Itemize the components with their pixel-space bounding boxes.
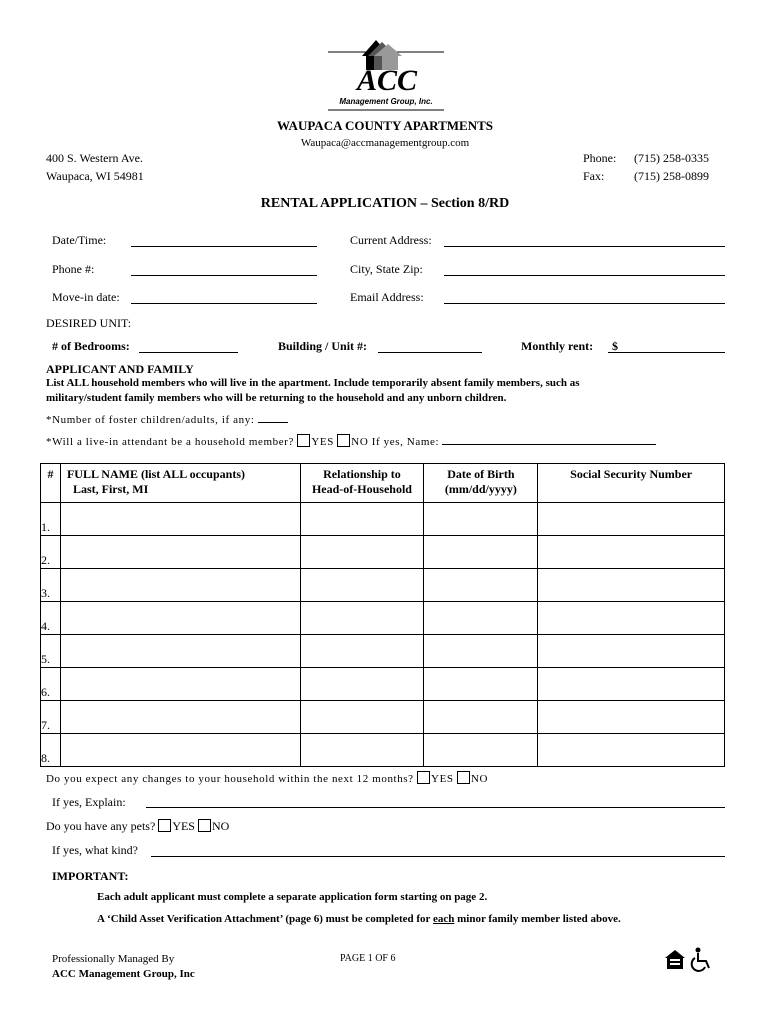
dob-cell[interactable]	[424, 668, 538, 701]
row-number: 2.	[41, 536, 61, 569]
pets-kind-field[interactable]	[151, 856, 725, 857]
relationship-cell[interactable]	[300, 668, 424, 701]
table-header-row	[41, 464, 725, 503]
company-email: Waupaca@accmanagementgroup.com	[300, 137, 470, 149]
dob-cell[interactable]	[424, 701, 538, 734]
attendant-yes-checkbox[interactable]	[297, 434, 310, 447]
footer-company: ACC Management Group, Inc	[52, 968, 195, 980]
table-row	[41, 701, 725, 734]
col-dob-header-line-2: (mm/dd/yyyy)	[444, 482, 517, 496]
email-address-label: Email Address:	[350, 290, 424, 304]
pets-yes-label: YES	[172, 819, 195, 833]
attendant-name-field[interactable]	[442, 434, 656, 445]
attendant-no-label: NO	[351, 436, 369, 448]
col-relationship-header	[300, 464, 424, 503]
company-logo	[326, 38, 446, 112]
ssn-cell[interactable]	[538, 536, 725, 569]
name-cell[interactable]	[60, 668, 300, 701]
pets-label: Do you have any pets?	[46, 819, 156, 833]
building-unit-field[interactable]	[378, 352, 482, 353]
attendant-no-checkbox[interactable]	[337, 434, 350, 447]
important-line-2-pre: A ‘Child Asset Verification Attachment’ (page 6) must be completed for	[97, 913, 433, 925]
attendant-yes-label: YES	[311, 436, 334, 448]
pets-no-checkbox[interactable]	[198, 819, 211, 832]
row-number: 4.	[41, 602, 61, 635]
accessibility-icon	[690, 947, 714, 977]
explain-field[interactable]	[146, 807, 725, 808]
date-time-field[interactable]	[131, 246, 317, 247]
ssn-cell[interactable]	[538, 635, 725, 668]
household-changes-question	[46, 771, 488, 785]
ssn-cell[interactable]	[538, 734, 725, 767]
name-cell[interactable]	[60, 602, 300, 635]
building-unit-label: Building / Unit #:	[278, 339, 368, 353]
changes-yes-label: YES	[431, 773, 454, 785]
applicant-instructions-1: List ALL household members who will live in the apartment. Include temporarily absent family members, such as	[46, 377, 580, 389]
foster-question	[46, 412, 288, 426]
important-heading: IMPORTANT:	[52, 869, 129, 883]
ssn-cell[interactable]	[538, 668, 725, 701]
equal-housing-icon	[664, 949, 686, 975]
relationship-cell[interactable]	[300, 536, 424, 569]
name-cell[interactable]	[60, 635, 300, 668]
dob-cell[interactable]	[424, 602, 538, 635]
name-cell[interactable]	[60, 503, 300, 536]
desired-unit-heading: DESIRED UNIT:	[46, 316, 132, 330]
currency-symbol: $	[612, 339, 618, 353]
important-line-2	[97, 913, 621, 925]
logo-tagline: Management Group, Inc.	[339, 97, 433, 106]
fax-label: Fax:	[583, 169, 605, 183]
address-line-1: 400 S. Western Ave.	[46, 151, 143, 165]
city-state-zip-field[interactable]	[444, 275, 725, 276]
relationship-cell[interactable]	[300, 569, 424, 602]
changes-no-label: NO	[470, 773, 489, 785]
table-row	[41, 668, 725, 701]
bedrooms-field[interactable]	[139, 352, 238, 353]
dob-cell[interactable]	[424, 734, 538, 767]
footer-managed-by: Professionally Managed By	[52, 953, 175, 965]
important-line-2-emphasis: each	[432, 913, 455, 925]
important-line-1: Each adult applicant must complete a separate application form starting on page 2.	[97, 891, 488, 903]
page-number: PAGE 1 OF 6	[340, 953, 396, 964]
logo-letters: ACC	[356, 64, 418, 97]
table-row	[41, 602, 725, 635]
date-time-label: Date/Time:	[52, 233, 107, 247]
household-members-table	[40, 463, 725, 767]
monthly-rent-label: Monthly rent:	[521, 339, 594, 353]
pets-no-label: NO	[211, 819, 230, 833]
table-row	[41, 635, 725, 668]
current-address-field[interactable]	[444, 246, 725, 247]
changes-yes-checkbox[interactable]	[417, 771, 430, 784]
phone-number-field[interactable]	[131, 275, 317, 276]
attendant-question	[46, 434, 656, 448]
relationship-cell[interactable]	[300, 602, 424, 635]
phone-number-label: Phone #:	[52, 262, 95, 276]
row-number: 1.	[41, 503, 61, 536]
monthly-rent-field[interactable]	[608, 352, 725, 353]
bedrooms-label: # of Bedrooms:	[52, 339, 130, 353]
name-cell[interactable]	[60, 734, 300, 767]
dob-cell[interactable]	[424, 569, 538, 602]
relationship-cell[interactable]	[300, 734, 424, 767]
move-in-date-label: Move-in date:	[52, 290, 120, 304]
relationship-cell[interactable]	[300, 503, 424, 536]
important-line-2-post: minor family member listed above.	[454, 913, 621, 925]
email-address-field[interactable]	[444, 303, 725, 304]
city-state-zip-label: City, State Zip:	[350, 262, 423, 276]
ssn-cell[interactable]	[538, 602, 725, 635]
phone-value: (715) 258-0335	[634, 151, 709, 165]
ssn-cell[interactable]	[538, 701, 725, 734]
table-row	[41, 734, 725, 767]
foster-field[interactable]	[258, 412, 288, 423]
company-title: WAUPACA COUNTY APARTMENTS	[277, 118, 493, 133]
col-name-header	[60, 464, 300, 503]
col-number-header: #	[41, 464, 61, 503]
row-number: 3.	[41, 569, 61, 602]
col-relationship-header-line-2: Head-of-Household	[311, 482, 412, 496]
name-cell[interactable]	[60, 536, 300, 569]
pets-kind-label: If yes, what kind?	[52, 843, 138, 857]
address-line-2: Waupaca, WI 54981	[46, 169, 144, 183]
col-dob-header	[424, 464, 538, 503]
attendant-label: *Will a live-in attendant be a household member?	[46, 436, 294, 448]
move-in-date-field[interactable]	[131, 303, 317, 304]
col-name-header-line-1: FULL NAME (list ALL occupants)	[66, 467, 245, 481]
applicant-instructions-2: military/student family members who will be returning to the household and any unborn children.	[46, 392, 507, 404]
fax-value: (715) 258-0899	[634, 169, 709, 183]
phone-label: Phone:	[583, 151, 617, 165]
applicant-heading: APPLICANT AND FAMILY	[46, 362, 194, 376]
name-cell[interactable]	[60, 569, 300, 602]
table-row	[41, 503, 725, 536]
ssn-cell[interactable]	[538, 503, 725, 536]
row-number: 7.	[41, 701, 61, 734]
row-number: 8.	[41, 734, 61, 767]
dob-cell[interactable]	[424, 635, 538, 668]
col-name-header-line-2: Last, First, MI	[72, 482, 149, 496]
household-changes-label: Do you expect any changes to your household within the next 12 months?	[46, 773, 414, 785]
relationship-cell[interactable]	[300, 635, 424, 668]
ssn-cell[interactable]	[538, 569, 725, 602]
foster-label: *Number of foster children/adults, if any:	[46, 414, 255, 426]
table-row	[41, 536, 725, 569]
row-number: 6.	[41, 668, 61, 701]
pets-question	[46, 819, 229, 834]
current-address-label: Current Address:	[350, 233, 432, 247]
dob-cell[interactable]	[424, 536, 538, 569]
relationship-cell[interactable]	[300, 701, 424, 734]
pets-yes-checkbox[interactable]	[158, 819, 171, 832]
form-title: RENTAL APPLICATION – Section 8/RD	[260, 196, 510, 211]
changes-no-checkbox[interactable]	[457, 771, 470, 784]
dob-cell[interactable]	[424, 503, 538, 536]
row-number: 5.	[41, 635, 61, 668]
attendant-name-label: If yes, Name:	[371, 436, 440, 448]
col-relationship-header-line-1: Relationship to	[323, 467, 401, 481]
table-row	[41, 569, 725, 602]
col-ssn-header: Social Security Number	[538, 464, 725, 503]
col-dob-header-line-1: Date of Birth	[447, 467, 515, 481]
name-cell[interactable]	[60, 701, 300, 734]
explain-label: If yes, Explain:	[52, 795, 126, 809]
